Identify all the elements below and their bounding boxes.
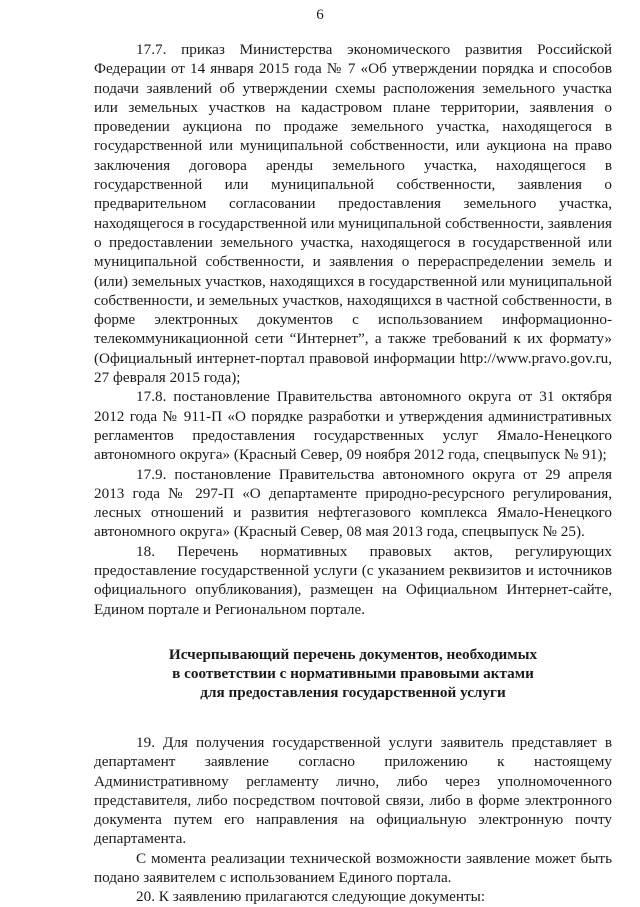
page-number: 6 — [316, 7, 324, 23]
section-heading-line: Исчерпывающий перечень документов, необходимых — [168, 645, 538, 663]
clause-17-8: 17.8. постановление Правительства автономного округа от 31 октября 2012 года № 911-П «О порядке разработки и утверждения административных регламентов предоставления государственных услуг Ямало-Ненецкого автономного округа» (Красный Север, 09 ноября 2012 года, спецвыпуск № 91); — [94, 388, 612, 464]
section-heading — [94, 645, 612, 702]
clause-17-7: 17.7. приказ Министерства экономического развития Российской Федерации от 14 января 2015 года № 7 «Об утверждении порядка и способов подачи заявлений об утверждении схемы расположения земельного участка или земельных участков на кадастровом плане территории, заявления о проведении аукциона по продаже земельного участка, находящегося в государственной или муниципальной собственности, или аукциона на право заключения договора аренды земельного участка, находящегося в государственной или муниципальной собственности, заявления о предварительном согласовании предоставления земельного участка, находящегося в государственной или муниципальной собственности, заявления о предоставлении земельного участка, находящегося в государственной или муниципальной собственности, и заявления о перераспределении земель и (или) земельных участков, находящихся в государственной или муниципальной собственности, и земельных участков, находящихся в частной собственности, в форме электронных документов с использованием информационно-телекоммуникационной сети “Интернет”, а также требований к их формату» (Официальный интернет-портал правовой информации http://www.pravo.gov.ru, 27 февраля 2015 года); — [94, 41, 612, 387]
clause-19: 19. Для получения государственной услуги заявитель представляет в департамент заявление согласно приложению к настоящему Административному регламенту лично, либо через уполномоченного представителя, либо посредством почтовой связи, либо в форме электронного документа путем его направления на официальную электронную почту департамента. — [94, 733, 612, 848]
section-heading-line: для предоставления государственной услуги — [200, 683, 506, 701]
clause-18: 18. Перечень нормативных правовых актов, регулирующих предоставление государственной услуги (с указанием реквизитов и источников официального опубликования), размещен на Официальном Интернет-сайте, Едином портале и Региональном портале. — [94, 542, 612, 618]
clause-17-9: 17.9. постановление Правительства автономного округа от 29 апреля 2013 года № 297-П «О департаменте природно-ресурсного регулирования, лесных отношений и развития нефтегазового комплекса Ямало-Ненецкого автономного округа» (Красный Север, 08 мая 2013 года, спецвыпуск № 25). — [94, 465, 612, 541]
document-body — [94, 40, 612, 907]
section-heading-line: в соответствии с нормативными правовыми актами — [172, 664, 534, 682]
clause-20: 20. К заявлению прилагаются следующие документы: — [136, 888, 486, 906]
clause-19-portal: С момента реализации технической возможности заявление может быть подано заявителем с использованием Единого портала. — [94, 849, 612, 886]
